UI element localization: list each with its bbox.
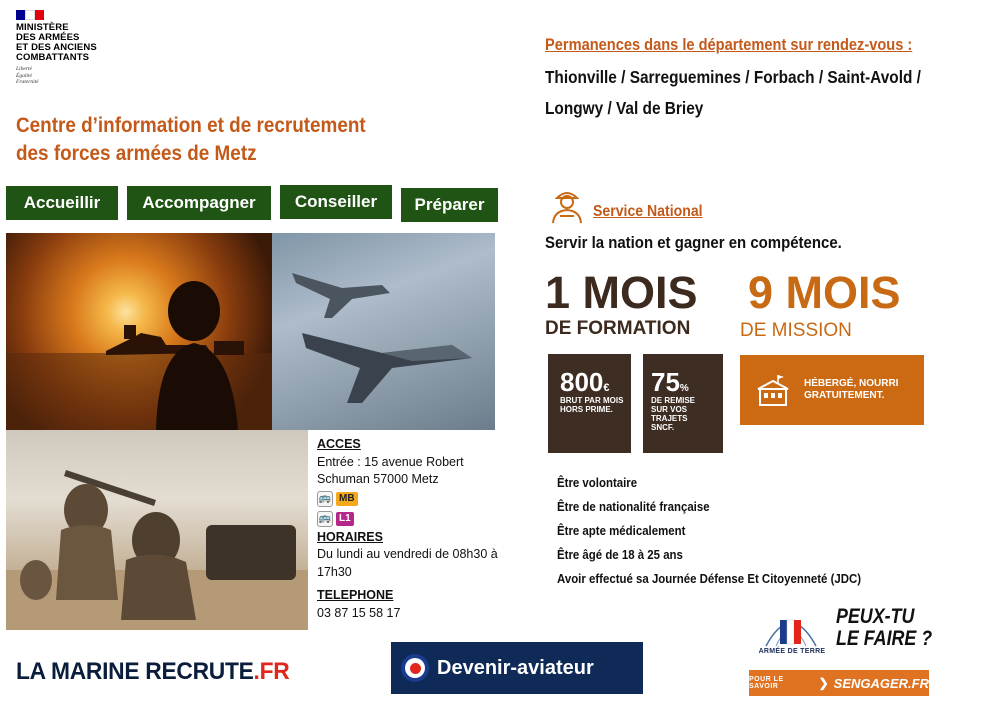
discount-value: 75 (651, 367, 680, 397)
devenir-aviateur-button[interactable] (391, 642, 643, 694)
formation-duration: 1 MOIS (545, 267, 698, 318)
conseiller-button[interactable]: Conseiller (280, 185, 392, 219)
condition-item: Être de nationalité française (557, 499, 710, 514)
bus-icon: 🚌 (317, 511, 333, 527)
aircraft-carrier-sunset-photo (6, 233, 272, 430)
fighter-jets-photo (272, 233, 495, 430)
air-force-roundel-icon (401, 654, 429, 682)
sncf-discount-box (643, 354, 723, 453)
condition-item: Être apte médicalement (557, 523, 686, 538)
service-national-title[interactable]: Service National (593, 203, 703, 220)
bus-icon: 🚌 (317, 491, 333, 507)
housing-box (740, 355, 924, 425)
eligibility-conditions (557, 471, 861, 591)
telephone-heading: TELEPHONE (317, 588, 394, 602)
accueillir-button[interactable]: Accueillir (6, 186, 118, 220)
arrow-right-icon: ❯ (818, 676, 829, 690)
soldiers-desert-photo (6, 430, 308, 630)
permanences-cities: Thionville / Sarreguemines / Forbach / Saint-Avold / Longwy / Val de Briey (545, 67, 921, 118)
salary-box (548, 354, 631, 453)
line-badge-mb: MB (336, 492, 358, 506)
french-flag-icon (16, 10, 44, 20)
marine-main-text: LA MARINE RECRUTE (16, 658, 254, 685)
sengager-url: SENGAGER.FR (833, 675, 929, 691)
access-info (317, 436, 517, 622)
discount-caption: DE REMISE SUR VOS TRAJETS SNCF. (651, 396, 696, 432)
page-title: Centre d’information et de recrutement des forces armées de Metz (16, 114, 366, 165)
armee-de-terre-logo[interactable] (752, 606, 830, 668)
line-badge-l1: L1 (336, 512, 354, 526)
building-icon (756, 373, 790, 407)
ministry-name: MINISTÈRE DES ARMÉES ET DES ANCIENS COMBATTANTS (16, 22, 97, 63)
devenir-aviateur-label: Devenir-aviateur (437, 656, 594, 679)
salary-value: 800 (560, 367, 604, 397)
horaires-heading: HORAIRES (317, 529, 383, 544)
marine-recrute-link[interactable] (16, 658, 289, 686)
housing-caption: HÉBERGÉ, NOURRI GRATUITEMENT. (804, 378, 899, 401)
marine-suffix-text: .FR (253, 658, 290, 685)
condition-item: Avoir effectué sa Journée Défense Et Citoyenneté (JDC) (557, 571, 862, 586)
formation-label: DE FORMATION (545, 318, 691, 339)
transit-line-mb (317, 489, 517, 509)
address-text: Entrée : 15 avenue Robert Schuman 57000 Metz (317, 454, 464, 486)
soldier-icon (548, 186, 586, 224)
preparer-button[interactable]: Préparer (401, 188, 498, 222)
horaires-text: Du lundi au vendredi de 08h30 à 17h30 (317, 547, 498, 579)
condition-item: Être volontaire (557, 475, 638, 490)
telephone-number[interactable]: 03 87 15 58 17 (317, 605, 401, 620)
permanences-title: Permanences dans le département sur rendez-vous : (545, 35, 913, 54)
ministry-logo (16, 10, 126, 98)
condition-item: Être âgé de 18 à 25 ans (557, 547, 683, 562)
service-national-tagline: Servir la nation et gagner en compétence. (545, 233, 842, 252)
transit-line-l1 (317, 509, 517, 529)
discount-unit: % (679, 383, 689, 394)
armee-de-terre-caption: ARMÉE DE TERRE (758, 648, 826, 655)
salary-caption: BRUT PAR MOIS HORS PRIME. (560, 396, 624, 414)
salary-currency: € (603, 382, 610, 394)
sengager-prefix: POUR LE SAVOIR (749, 676, 784, 690)
slogan-text: PEUX-TU LE FAIRE ? (836, 605, 933, 650)
ministry-motto: Liberté Égalité Fraternité (16, 66, 39, 85)
accompagner-button[interactable]: Accompagner (127, 186, 271, 220)
mission-label: DE MISSION (740, 320, 852, 341)
acces-heading: ACCES (317, 437, 361, 451)
mission-duration: 9 MOIS (748, 267, 901, 318)
sengager-link[interactable] (749, 670, 929, 696)
